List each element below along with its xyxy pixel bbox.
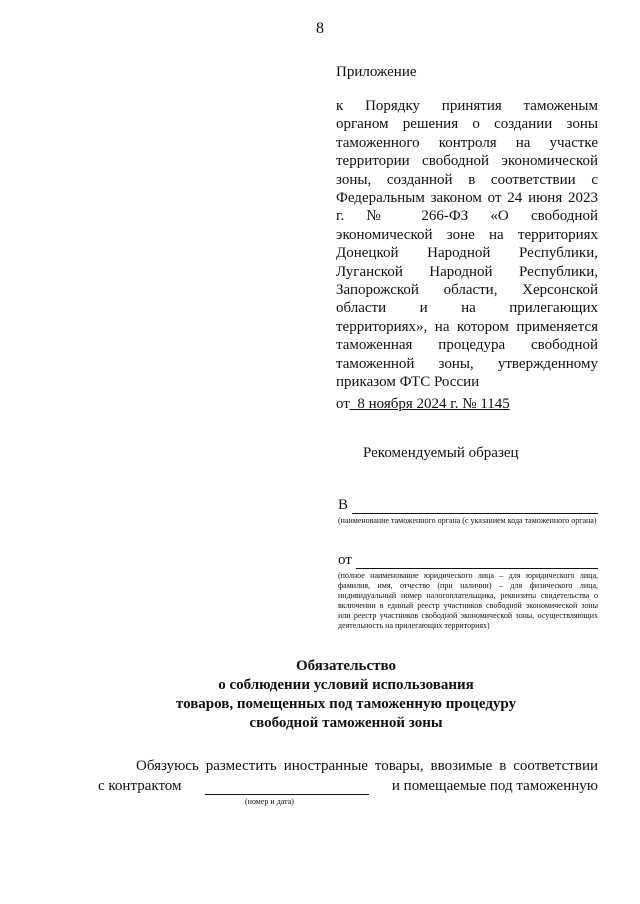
order-number: 1145 — [480, 396, 510, 412]
addressee-to-caption: (наименование таможенного органа (с указанием кода таможенного органа) — [338, 516, 597, 525]
document-title-line-4: свободной таможенной зоны — [249, 715, 443, 731]
order-number-sign: № — [462, 396, 477, 412]
recommended-sample-label: Рекомендуемый образец — [363, 445, 519, 461]
addressee-from-block — [338, 552, 598, 631]
body-contract-prefix: с контрактом — [98, 778, 182, 794]
document-title-line-3: товаров, помещенных под таможенную процедуру — [175, 696, 517, 712]
body-contract-suffix: и помещаемые под таможенную — [391, 778, 598, 794]
addressee-to-prefix: В — [338, 497, 349, 513]
addressee-to-block — [338, 497, 598, 526]
document-title-line-2: о соблюдении условий использования — [218, 677, 474, 693]
addressee-from-caption: (полное наименование юридического лица – для юридического лица, фамилия, имя, отчество (при наличии) – для физического лица, индивидуальный номер налогоплательщика, реквизиты свидетельства о включении в единый реестр участников свободной экономической зоны или реестр участников свободной экономической зоны, осуществляющих деятельность на прилегающих территориях) — [338, 571, 598, 630]
page-number: 8 — [316, 20, 324, 37]
document-title-line-1: Обязательство — [296, 658, 396, 674]
addressee-from-prefix: от — [338, 552, 352, 568]
contract-number-date-field[interactable] — [205, 780, 369, 795]
body-paragraph-line-2 — [98, 778, 598, 795]
order-reference-line — [336, 396, 510, 413]
addressee-from-field[interactable] — [356, 554, 598, 569]
appendix-title: Приложение — [336, 64, 417, 80]
addressee-to-field[interactable] — [352, 499, 598, 514]
contract-field-caption: (номер и дата) — [245, 797, 294, 806]
order-date: 8 ноября 2024 г. — [357, 396, 459, 412]
order-prefix: от — [336, 396, 350, 412]
body-paragraph-line-1: Обязуюсь разместить иностранные товары, ввозимые в соответствии — [136, 758, 598, 774]
appendix-reference-text: к Порядку принятия таможеным органом решения о создании зоны таможенного контроля на участке территории свободной экономической зоны, созданной в соответствии с Федеральным законом от 24 июня 2023 г. № 266-ФЗ «О свободной экономической зоне на территориях Донецкой Народной Республики, Луганской Народной Республики, Запорожской области, Херсонской области и на прилегающих территориях», на котором применяется таможенная процедура свободной таможенной зоны, утвержденному приказом ФТС России — [336, 98, 598, 391]
document-title — [0, 657, 640, 733]
